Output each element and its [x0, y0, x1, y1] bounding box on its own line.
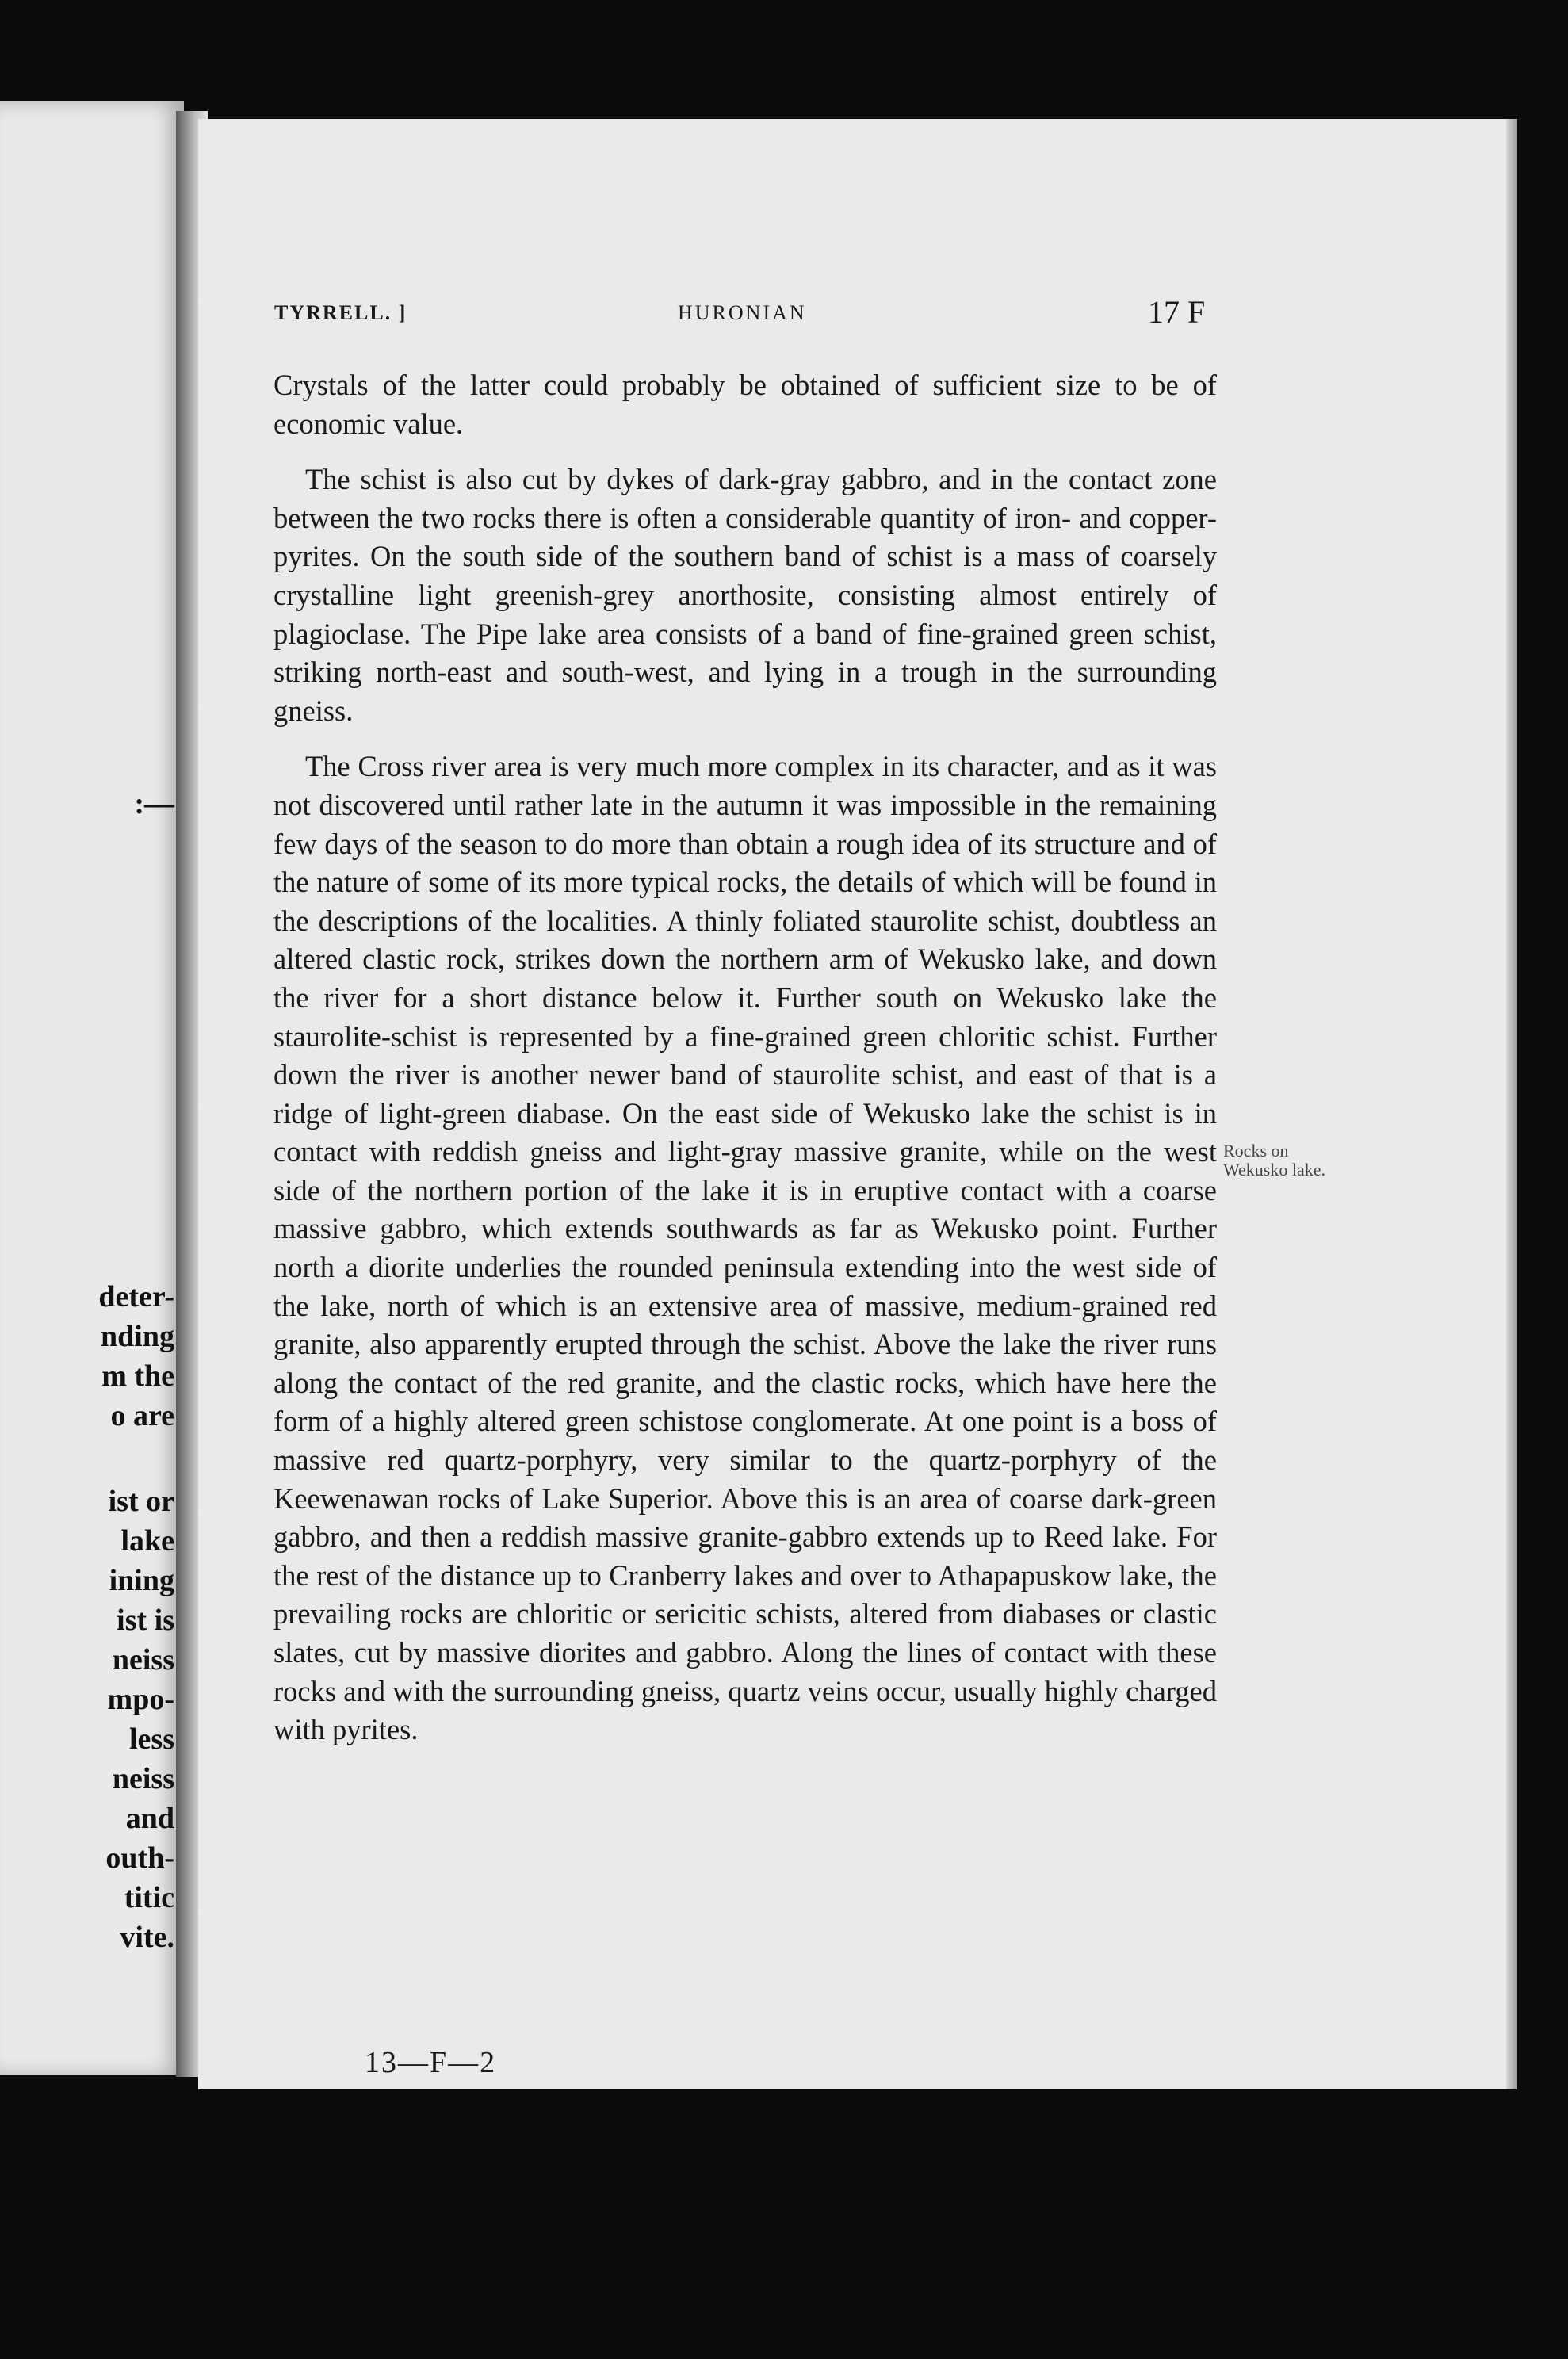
header-title: HURONIAN — [678, 301, 807, 324]
page-number: 17 F — [1148, 294, 1206, 330]
left-page-line: titic — [124, 1881, 174, 1914]
margin-note: Rocks on Wekusko lake. — [1223, 1141, 1325, 1180]
left-page-line: ist is — [117, 1604, 174, 1637]
left-page-line: less — [129, 1722, 174, 1756]
paragraph: Crystals of the latter could probably be obtained of sufficient size to be of economic value. — [273, 369, 1217, 440]
signature-mark: 13—F—2 — [365, 2046, 497, 2079]
book-page — [198, 119, 1516, 2089]
header-author: TYRRELL. ] — [274, 301, 407, 324]
left-page-line: and — [125, 1802, 174, 1835]
previous-page-edge — [0, 101, 184, 2075]
left-page-line: vite. — [120, 1921, 174, 1954]
left-page-line: neiss — [112, 1643, 174, 1677]
page-edge-shadow — [1506, 119, 1517, 2089]
left-page-line: ist or — [108, 1485, 174, 1518]
paragraph: The schist is also cut by dykes of dark-gray gabbro, and in the contact zone between the two rocks there is often a considerable quantity of iron- and copper-pyrites. On the south side of the southern band of schist is a mass of coarsely crystalline light greenish-grey anorthosite, consisting almost entirely of plagioclase. The Pipe lake area consists of a band of fine-grained green schist, striking north-east and south-west, and lying in a trough in the surrounding gneiss. — [273, 463, 1217, 727]
paragraph: The Cross river area is very much more complex in its character, and as it was not discovered until rather late in the autumn it was impossible in the remaining few days of the season to do more than obtain a rough idea of its structure and of the nature of some of its more typical rocks, the details of which will be found in the descriptions of the localities. A thinly foliated staurolite schist, doubtless an altered clastic rock, strikes down the northern arm of Wekusko lake, and down the river for a short distance below it. Further south on Wekusko lake the staurolite-schist is represented by a fine-grained green chloritic schist. Further down the river is another newer band of staurolite schist, and east of that is a ridge of light-green diabase. On the east side of Wekusko lake the schist is in contact with reddish gneiss and light-gray massive granite, while on the west side of the northern portion of the lake it is in eruptive contact with a coarse massive gabbro, which extends southwards as far as Wekusko point. Further north a diorite underlies the rounded peninsula extending into the west side of the lake, north of which is an extensive area of massive, medium-grained red granite, also apparently erupted through the schist. Above the lake the river runs along the contact of the red granite, and the clastic rocks, which have here the form of a highly altered green schistose conglomerate. At one point is a boss of massive red quartz-porphyry, very similar to the quartz-porphyry of the Keewenawan rocks of Lake Superior. Above this is an area of coarse dark-green gabbro, and then a reddish massive granite-gabbro extends up to Reed lake. For the rest of the distance up to Cranberry lakes and over to Athapapuskow lake, the prevailing rocks are chloritic or sericitic schists, altered from diabases or clastic slates, cut by massive diorites and gabbro. Along the lines of contact with these rocks and with the surrounding gneiss, quartz veins occur, usually highly charged with pyrites. — [273, 750, 1217, 1746]
left-page-line: lake — [120, 1524, 174, 1558]
running-header — [198, 294, 1516, 349]
left-page-line: o are — [110, 1399, 174, 1432]
left-page-line: mpo- — [107, 1683, 174, 1716]
left-page-line: m the — [101, 1359, 174, 1393]
left-page-line: neiss — [112, 1762, 174, 1795]
left-page-line: outh- — [105, 1841, 174, 1875]
left-page-line: nding — [101, 1320, 174, 1353]
left-page-line: :— — [134, 787, 174, 820]
left-page-line: deter- — [98, 1280, 174, 1313]
page-body — [273, 366, 1217, 1767]
left-page-line: ining — [109, 1564, 174, 1597]
